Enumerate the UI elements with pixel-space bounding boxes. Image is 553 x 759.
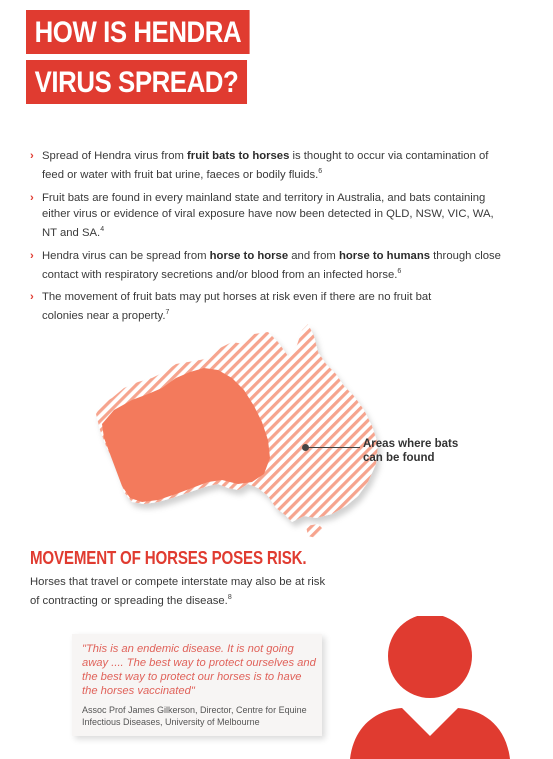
chevron-icon: ›	[30, 291, 34, 304]
bullet-item: › Hendra virus can be spread from horse to horse and from horse to humans through close contact with respiratory secretions and/or blood from an infected horse.$^6$	[30, 249, 501, 281]
title-line-1: HOW IS HENDRA	[26, 10, 250, 54]
map-leader-dot	[302, 444, 309, 451]
map-label: Areas where bats can be found	[363, 438, 459, 464]
australia-map	[92, 318, 392, 540]
person-icon	[330, 616, 530, 759]
chevron-icon: ›	[30, 249, 34, 262]
map-tasmania	[306, 524, 324, 538]
title-line-2: VIRUS SPREAD?	[26, 60, 247, 104]
quote-box	[72, 634, 322, 736]
bullet-item: › The movement of fruit bats may put horses at risk even if there are no fruit bat colonies near a property.$^7$	[30, 291, 432, 323]
quote-attribution: Assoc Prof James Gilkerson, Director, Centre for Equine Infectious Diseases, University of Melbourne	[82, 705, 307, 727]
bullet-item: › Spread of Hendra virus from fruit bats to horses is thought to occur via contamination of feed or water with fruit bat urine, faeces or bodily fluids.$^6$	[30, 150, 489, 181]
title-block	[26, 10, 286, 104]
chevron-icon: ›	[30, 150, 34, 162]
bullet-list	[30, 148, 510, 331]
movement-heading: MOVEMENT OF HORSES POSES RISK.	[30, 548, 307, 568]
chevron-icon: ›	[30, 191, 34, 204]
bullet-item: › Fruit bats are found in every mainland state and territory in Australia, and bats containing either virus or evidence of viral exposure have now been detected in QLD, NSW, VIC, WA, NT and SA.$^4$	[30, 191, 494, 239]
movement-text: Horses that travel or compete interstate may also be at risk of contracting or spreading the disease.$^8$	[30, 576, 326, 607]
map-leader-line	[308, 447, 360, 448]
quote-text: "This is an endemic disease. It is not going away .... The best way to protect ourselves and the best way to protect our horses is to have the horses vaccinated"	[82, 643, 316, 697]
